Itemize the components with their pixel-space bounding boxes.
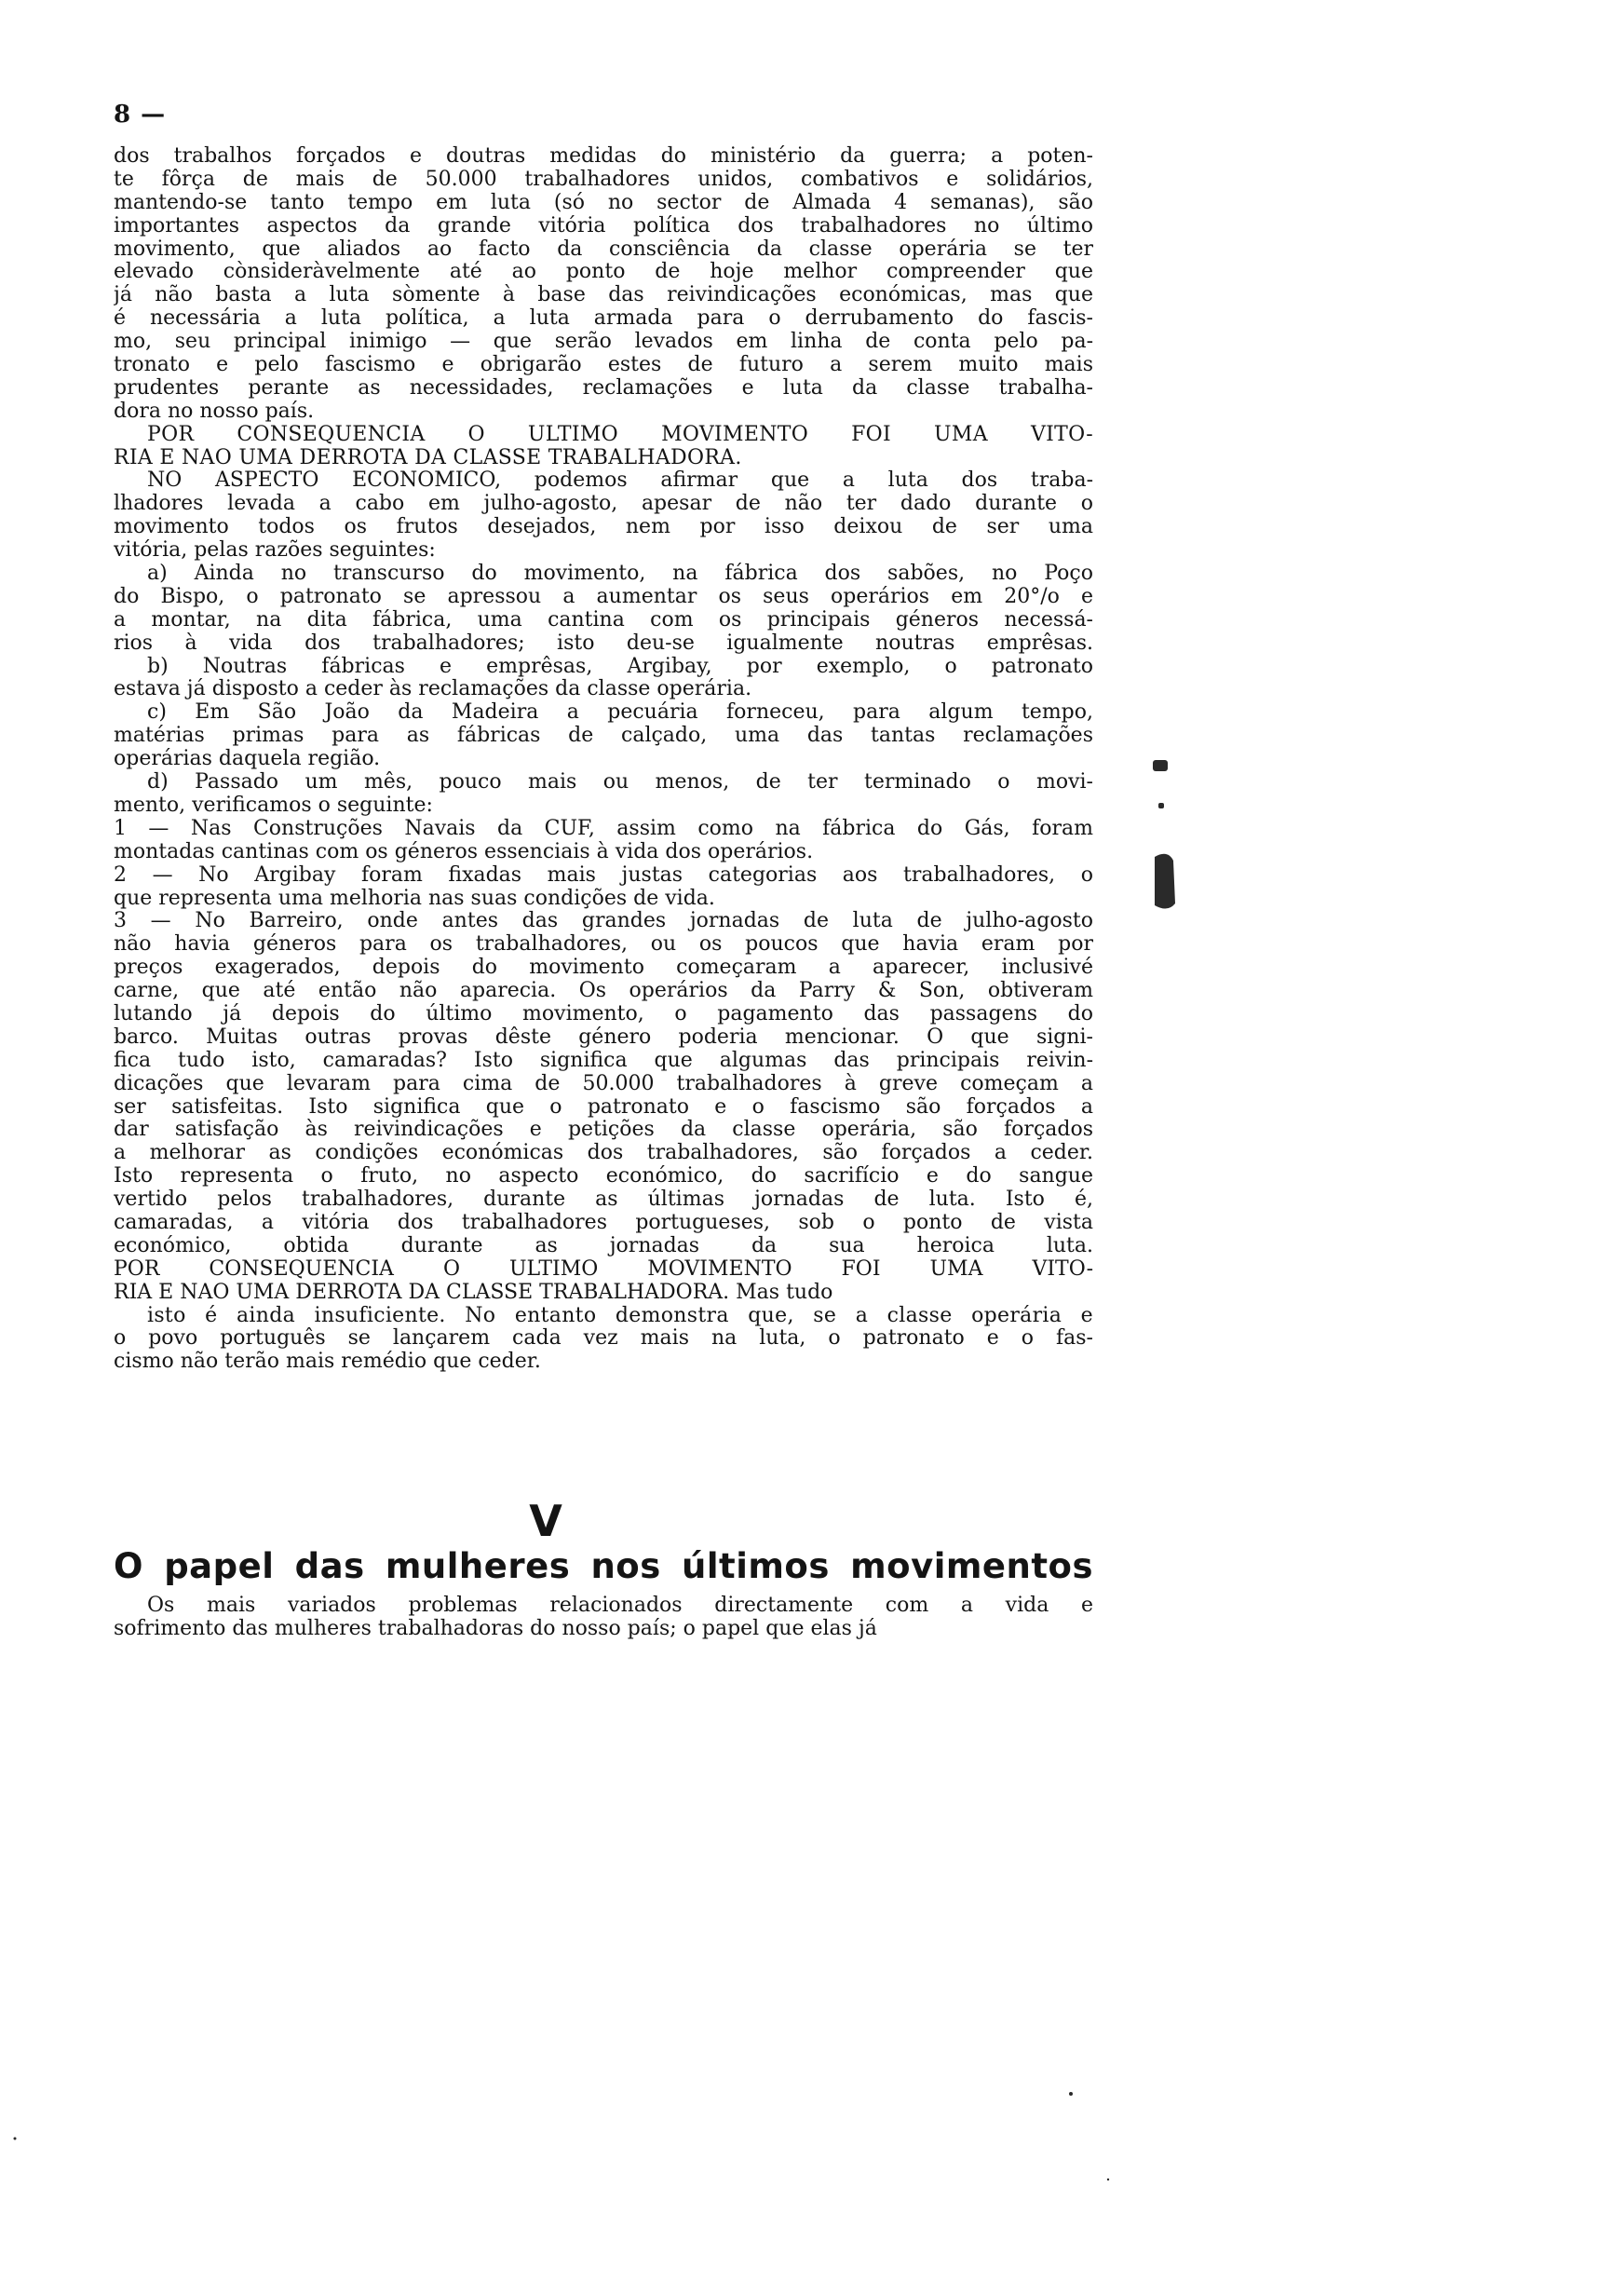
text-line: a montar, na dita fábrica, uma cantina com os principais géneros necessá- [114,608,1093,631]
text-line: elevado cònsideràvelmente até ao ponto de hoje melhor compreender que [114,261,1093,284]
text-line: já não basta a luta sòmente à base das reivindicações económicas, mas que [114,284,1093,307]
text-line: lhadores levada a cabo em julho-agosto, apesar de não ter dado durante o [114,493,1093,516]
section-text [114,1595,1093,1641]
text-line: mo, seu principal inimigo — que serão levados em linha de conta pelo pa- [114,331,1093,354]
text-line: sofrimento das mulheres trabalhadoras do nosso país; o papel que elas já [114,1617,877,1640]
text-line: 2 — No Argibay foram fixadas mais justas categorias aos trabalhadores, o [114,863,1093,887]
text-line: NO ASPECTO ECONÓMICO, podemos afirmar que a luta dos traba- [147,469,1093,493]
text-line: Os mais variados problemas relacionados directamente com a vida e [147,1595,1093,1617]
ink-blot [1155,854,1175,909]
text-line: a) Ainda no transcurso do movimento, na fábrica dos sabões, no Poço [147,563,1093,586]
text-line: Isto representa o fruto, no aspecto económico, do sacrifício e do sangue [114,1165,1093,1188]
text-line: camaradas, a vitória dos trabalhadores portugueses, sob o ponto de vista [114,1211,1093,1234]
text-line: mantendo-se tanto tempo em luta (só no sector de Almada 4 semanas), são [114,191,1093,214]
text-line: isto é ainda insuficiente. No entanto demonstra que, se a classe operária e [147,1304,1093,1327]
text-line: rios à vida dos trabalhadores; isto deu-se igualmente noutras emprêsas. [114,631,1093,655]
text-line: lutando já depois do último movimento, o pagamento das passagens do [114,1002,1093,1025]
text-line: montadas cantinas com os géneros essenciais à vida dos operários. [114,840,814,863]
text-line: d) Passado um mês, pouco mais ou menos, de ter terminado o movi- [147,771,1093,794]
text-line: POR CONSEQUÊNCIA O ÚLTIMO MOVIMENTO FOI UMA VITÓ- [114,1257,1093,1281]
text-line: mento, verificamos o seguinte: [114,794,433,817]
text-line: dar satisfação às reivindicações e petições da classe operária, são forçados [114,1119,1093,1142]
text-line: 3 — No Barreiro, onde antes das grandes jornadas de luta de julho-agosto [114,910,1093,933]
text-line: operárias daquela região. [114,748,381,771]
text-line: te fôrça de mais de 50.000 trabalhadores unidos, combativos e solidários, [114,168,1093,191]
ink-speck [1107,2179,1109,2180]
text-line: 1 — Nas Construções Navais da CUF, assim como na fábrica do Gás, foram [114,817,1093,840]
text-line: importantes aspectos da grande vitória política dos trabalhadores no último [114,214,1093,238]
ink-blot [1153,760,1168,771]
text-line: POR CONSEQUÊNCIA O ÚLTIMO MOVIMENTO FOI UMA VITÓ- [147,423,1093,446]
text-line: tronato e pelo fascismo e obrigarão estes de futuro a serem muito mais [114,354,1093,377]
text-line: vertido pelos trabalhadores, durante as últimas jornadas de luta. Isto é, [114,1188,1093,1212]
text-line: RIA E NÃO UMA DERROTA DA CLASSE TRABALHADORA. Mas tudo [114,1281,833,1304]
section-title: O papel das mulheres nos últimos movimentos [114,1546,1093,1586]
body-text [114,145,1093,1374]
text-line: cismo não terão mais remédio que ceder. [114,1351,541,1374]
text-line: c) Em São João da Madeira a pecuária forneceu, para algum tempo, [147,701,1093,725]
text-line: RIA E NÃO UMA DERROTA DA CLASSE TRABALHADORA. [114,446,742,469]
text-line: que representa uma melhoria nas suas condições de vida. [114,887,715,910]
section-number: V [529,1496,562,1546]
text-line: económico, obtida durante as jornadas da sua heroica luta. [114,1234,1093,1257]
text-line: dora no nosso país. [114,400,315,423]
text-line: a melhorar as condições económicas dos trabalhadores, são forçados a ceder. [114,1142,1093,1165]
text-line: é necessária a luta política, a luta armada para o derrubamento do fascis- [114,307,1093,331]
text-line: vitória, pelas razões seguintes: [114,539,436,563]
text-line: prudentes perante as necessidades, reclamações e luta da classe trabalha- [114,376,1093,400]
text-line: não havia géneros para os trabalhadores, ou os poucos que havia eram por [114,933,1093,957]
text-line: movimento todos os frutos desejados, nem por isso deixou de ser uma [114,516,1093,539]
text-line: ser satisfeitas. Isto significa que o patronato e o fascismo são forçados a [114,1095,1093,1119]
text-line: dicações que levaram para cima de 50.000 trabalhadores à greve começam a [114,1072,1093,1095]
text-line: estava já disposto a ceder às reclamações da classe operária. [114,678,752,701]
ink-speck [14,2138,17,2140]
page-number: 8 — [114,101,167,129]
text-line: b) Noutras fábricas e emprêsas, Argibay, por exemplo, o patronato [147,655,1093,678]
text-line: carne, que até então não aparecia. Os operários da Parry & Son, obtiveram [114,980,1093,1003]
text-line: preços exagerados, depois do movimento começaram a aparecer, inclusivé [114,957,1093,980]
text-line: matérias primas para as fábricas de calçado, uma das tantas reclamações [114,725,1093,748]
ink-blot [1158,803,1164,808]
text-line: dos trabalhos forçados e doutras medidas do ministério da guerra; a poten- [114,145,1093,168]
text-line: movimento, que aliados ao facto da consciência da classe operária se ter [114,238,1093,261]
text-line: o povo português se lançarem cada vez mais na luta, o patronato e o fas- [114,1327,1093,1351]
text-line: fica tudo isto, camaradas? Isto significa que algumas das principais reivin- [114,1049,1093,1072]
text-line: do Bispo, o patronato se apressou a aumentar os seus operários em 20°/o e [114,585,1093,608]
ink-speck [1069,2092,1073,2096]
text-line: barco. Muitas outras provas dêste género poderia mencionar. O que signi- [114,1025,1093,1049]
